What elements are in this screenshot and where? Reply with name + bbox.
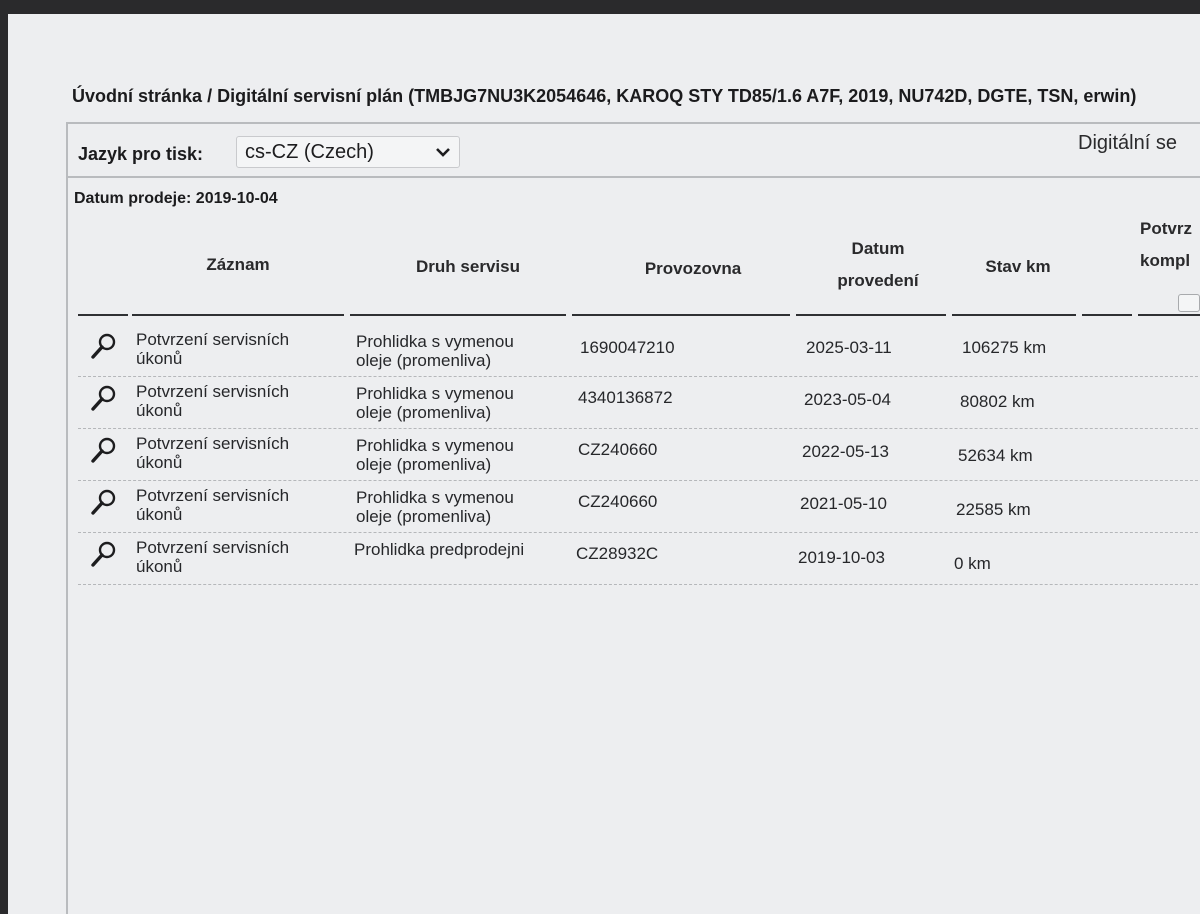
header-rule-mileage — [952, 314, 1076, 316]
workshop-cell: CZ240660 — [578, 440, 658, 459]
date-cell: 2022-05-13 — [802, 442, 889, 461]
service-line2: oleje (promenliva) — [356, 403, 492, 422]
service-line2: oleje (promenliva) — [356, 351, 492, 370]
workshop-cell: 4340136872 — [578, 388, 673, 407]
record-cell — [136, 486, 289, 524]
service-type-cell — [356, 384, 514, 422]
magnifier-icon[interactable] — [90, 540, 118, 568]
printed-page — [8, 14, 1200, 914]
sale-date: Datum prodeje: 2019-10-04 — [74, 190, 278, 207]
record-line2: úkonů — [136, 401, 183, 420]
record-line1: Potvrzení servisních — [136, 434, 290, 453]
service-line1: Prohlidka s vymenou — [356, 488, 514, 507]
mileage-cell: 22585 km — [956, 500, 1031, 519]
service-line1: Prohlidka s vymenou — [356, 436, 514, 455]
breadcrumb-separator: / — [207, 86, 213, 106]
workshop-cell: 1690047210 — [580, 338, 675, 357]
record-cell — [136, 382, 289, 420]
record-line2: úkonů — [136, 557, 183, 576]
service-line2: oleje (promenliva) — [356, 455, 492, 474]
table-row — [78, 376, 1200, 429]
service-type-cell — [354, 540, 524, 559]
record-line2: úkonů — [136, 453, 183, 472]
record-line1: Potvrzení servisních — [136, 330, 290, 349]
language-label: Jazyk pro tisk: — [78, 144, 204, 164]
date-cell: 2025-03-11 — [806, 338, 892, 357]
panel-title: Digitální se — [1078, 132, 1177, 154]
workshop-cell: CZ28932C — [576, 544, 659, 563]
header-rule-record — [132, 314, 344, 316]
service-line1: Prohlidka s vymenou — [356, 384, 514, 403]
magnifier-icon[interactable] — [90, 436, 118, 464]
record-line1: Potvrzení servisních — [136, 486, 290, 505]
header-mileage: Stav km — [985, 257, 1051, 276]
record-line2: úkonů — [136, 505, 183, 524]
header-rule-service — [350, 314, 566, 316]
breadcrumb — [72, 86, 1136, 107]
header-confirm-line2: kompl — [1140, 251, 1191, 270]
magnifier-icon[interactable] — [90, 384, 118, 412]
service-type-cell — [356, 488, 514, 526]
record-cell — [136, 434, 289, 472]
table-row — [78, 428, 1200, 481]
date-cell: 2021-05-10 — [800, 494, 887, 513]
header-confirm-line1: Potvrz — [1140, 219, 1192, 238]
record-cell — [136, 538, 289, 576]
service-line1: Prohlidka predprodejni — [354, 540, 525, 559]
table-row — [78, 480, 1200, 533]
date-cell: 2023-05-04 — [804, 390, 891, 409]
header-rule-workshop — [572, 314, 790, 316]
mileage-cell: 106275 km — [962, 338, 1047, 357]
header-rule-date — [796, 314, 946, 316]
breadcrumb-home-link[interactable]: Úvodní stránka — [72, 86, 203, 106]
language-bar — [68, 124, 1200, 178]
magnifier-icon[interactable] — [90, 488, 118, 516]
record-line1: Potvrzení servisních — [136, 538, 290, 557]
service-line1: Prohlidka s vymenou — [356, 332, 514, 351]
header-rule-icon — [78, 314, 128, 316]
language-selected-value: cs-CZ (Czech) — [245, 141, 374, 163]
page-title: Digitální servisní plán (TMBJG7NU3K2054646, KAROQ STY TD85/1.6 A7F, 2019, NU742D, DGTE, TSN, erwin) — [217, 86, 1137, 106]
confirm-all-checkbox[interactable] — [1178, 294, 1200, 312]
table-row — [78, 532, 1200, 585]
service-type-cell — [356, 332, 514, 370]
mileage-cell: 0 km — [954, 554, 991, 573]
header-date-line2: provedení — [837, 271, 919, 290]
mileage-cell: 80802 km — [960, 392, 1035, 411]
header-record: Záznam — [206, 255, 270, 274]
table-row — [78, 324, 1200, 377]
record-line2: úkonů — [136, 349, 183, 368]
record-cell — [136, 330, 289, 368]
language-select[interactable] — [236, 136, 460, 168]
header-rule-spacer — [1082, 314, 1132, 316]
header-date-line1: Datum — [851, 239, 905, 258]
magnifier-icon[interactable] — [90, 332, 118, 360]
header-service-type: Druh servisu — [416, 257, 520, 276]
workshop-cell: CZ240660 — [578, 492, 658, 511]
mileage-cell: 52634 km — [958, 446, 1033, 465]
date-cell: 2019-10-03 — [798, 548, 885, 567]
service-plan-panel — [66, 122, 1200, 914]
header-workshop: Provozovna — [644, 259, 742, 278]
record-line1: Potvrzení servisních — [136, 382, 290, 401]
service-type-cell — [356, 436, 514, 474]
header-rule-confirm — [1138, 314, 1200, 316]
service-line2: oleje (promenliva) — [356, 507, 492, 526]
chevron-down-icon — [435, 146, 451, 158]
